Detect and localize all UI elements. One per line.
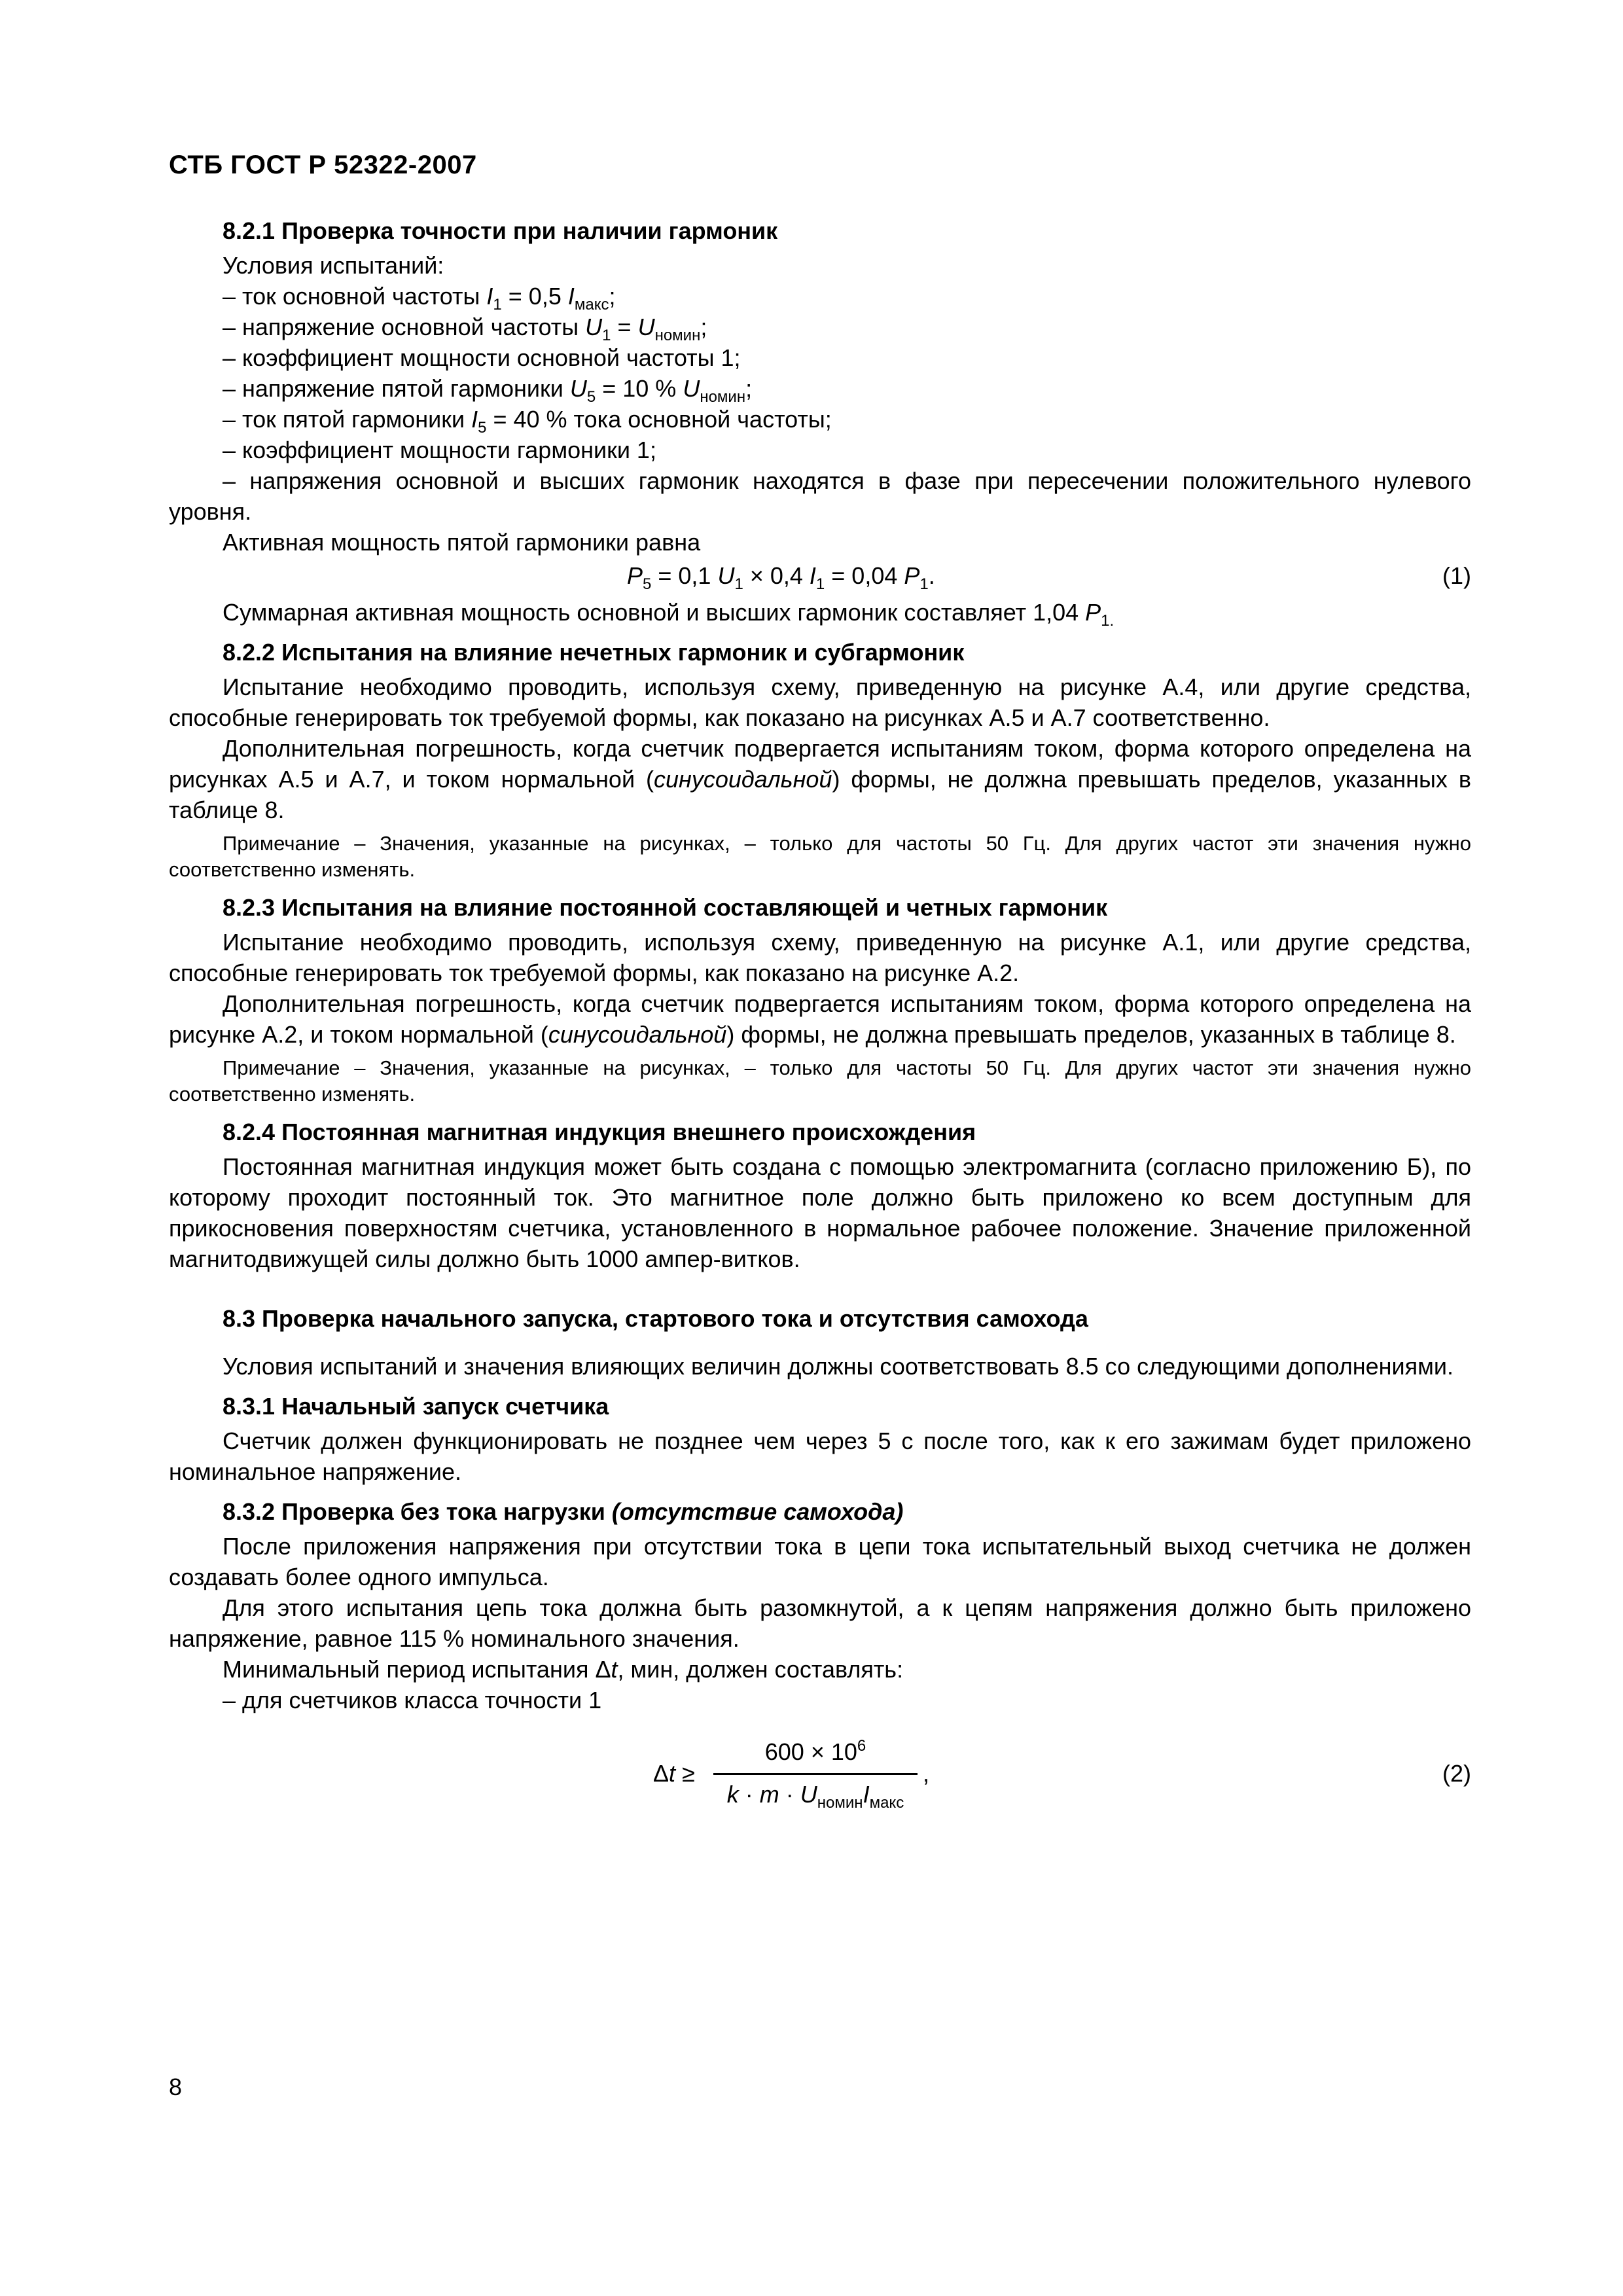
paragraph: Испытание необходимо проводить, используя схему, приведенную на рисунке А.4, или другие средства, способные генерировать ток требуемой формы, как показано на рисунках А.5 и А.7 соответственно. bbox=[169, 673, 1471, 731]
paragraph: Для этого испытания цепь тока должна быть разомкнутой, а к цепям напряжения должно быть приложено напряжение, равное 115 % номинального значения. bbox=[169, 1594, 1471, 1652]
note: Примечание – Значения, указанные на рисунках, – только для частоты 50 Гц. Для других частот эти значения нужно соответственно изменять. bbox=[169, 1056, 1471, 1105]
section-8-3-1-heading: 8.3.1 Начальный запуск счетчика bbox=[223, 1393, 609, 1420]
conditions-label: Условия испытаний: bbox=[223, 252, 444, 279]
section-8-3-heading: 8.3 Проверка начального запуска, стартового тока и отсутствия самохода bbox=[223, 1305, 1088, 1332]
section-8-2-2-heading: 8.2.2 Испытания на влияние нечетных гармоник и субгармоник bbox=[223, 639, 965, 666]
paragraph: Дополнительная погрешность, когда счетчик подвергается испытаниям током, форма которого определена на рисунке А.2, и током нормальной (синусоидальной) формы, не должна превышать пределов, указанных в таблице 8. bbox=[169, 990, 1471, 1048]
fraction-denominator: $k \cdot m \cdot U_{номин}I_{макс}$ bbox=[726, 1781, 904, 1812]
paragraph: Испытание необходимо проводить, используя схему, приведенную на рисунке А.1, или другие средства, способные генерировать ток требуемой формы, как показано на рисунке А.2. bbox=[169, 929, 1471, 986]
document-header-title: СТБ ГОСТ Р 52322-2007 bbox=[169, 151, 477, 179]
condition-item: – коэффициент мощности гармоники 1; bbox=[223, 437, 656, 463]
condition-item: – коэффициент мощности основной частоты 1; bbox=[223, 344, 741, 371]
section-8-3-2-heading: 8.3.2 Проверка без тока нагрузки (отсутствие самохода) bbox=[223, 1498, 904, 1525]
paragraph: Минимальный период испытания Δt, мин, должен составлять: bbox=[223, 1656, 904, 1683]
equation-number: (1) bbox=[1442, 562, 1471, 589]
formula-2-lhs: Δt ≥ bbox=[653, 1760, 695, 1787]
formula-2-fraction bbox=[713, 1735, 918, 1812]
note: Примечание – Значения, указанные на рисунках, – только для частоты 50 Гц. Для других частот эти значения нужно соответственно изменять. bbox=[169, 832, 1471, 881]
formula-1-expression: $P_5 = 0,1$ $U_1 \times 0,4$ $I_1 = 0,04$ $P_1$. bbox=[627, 562, 935, 593]
paragraph: Суммарная активная мощность основной и высших гармоник составляет 1,04 $P_{1.}$ bbox=[223, 599, 1115, 630]
paragraph: Условия испытаний и значения влияющих величин должны соответствовать 8.5 со следующими дополнениями. bbox=[223, 1353, 1454, 1380]
section-8-2-4-heading: 8.2.4 Постоянная магнитная индукция внешнего происхождения bbox=[223, 1119, 976, 1145]
section-8-2-3-heading: 8.2.3 Испытания на влияние постоянной составляющей и четных гармоник bbox=[223, 894, 1108, 921]
condition-item: – напряжения основной и высших гармоник находятся в фазе при пересечении положительного нулевого уровня. bbox=[169, 467, 1471, 525]
section-8-2-1-heading: 8.2.1 Проверка точности при наличии гармоник bbox=[223, 217, 778, 244]
fraction-bar bbox=[713, 1773, 918, 1775]
condition-item: – ток пятой гармоники $I_5 = 40$ % тока основной частоты; bbox=[223, 406, 832, 437]
condition-item: – ток основной частоты $I_1 = 0,5$ $I_{макс}$; bbox=[223, 283, 616, 314]
list-item: – для счетчиков класса точности 1 bbox=[223, 1687, 602, 1713]
fraction-numerator: $600 \times 10^6$ bbox=[764, 1737, 866, 1765]
formula-2 bbox=[169, 1735, 1471, 1833]
paragraph: Счетчик должен функционировать не позднее чем через 5 с после того, как к его зажимам будет приложено номинальное напряжение. bbox=[169, 1427, 1471, 1485]
paragraph: После приложения напряжения при отсутствии тока в цепи тока испытательный выход счетчика не должен создавать более одного импульса. bbox=[169, 1533, 1471, 1590]
paragraph: Дополнительная погрешность, когда счетчик подвергается испытаниям током, форма которого определена на рисунках А.5 и А.7, и током нормальной (синусоидальной) формы, не должна превышать пределов, указанных в таблице 8. bbox=[169, 735, 1471, 823]
formula-2-comma: , bbox=[923, 1760, 930, 1787]
condition-item: – напряжение пятой гармоники $U_5 = 10$ % $U_{номин}$; bbox=[223, 375, 753, 406]
formula-1 bbox=[169, 558, 1471, 594]
page-number: 8 bbox=[169, 2073, 183, 2100]
equation-number: (2) bbox=[1442, 1760, 1471, 1787]
document-page bbox=[169, 151, 1471, 1833]
condition-item: – напряжение основной частоты $U_1 = U_{номин}$; bbox=[223, 314, 707, 344]
paragraph: Постоянная магнитная индукция может быть создана с помощью электромагнита (согласно приложению Б), по которому проходит постоянный ток. Это магнитное поле должно быть приложено ко всем доступным для прикосновения поверхностям счетчика, установленного в нормальное рабочее положение. Значение приложенной магнитодвижущей силы должно быть 1000 ампер-витков. bbox=[169, 1153, 1471, 1272]
paragraph: Активная мощность пятой гармоники равна bbox=[223, 529, 701, 556]
